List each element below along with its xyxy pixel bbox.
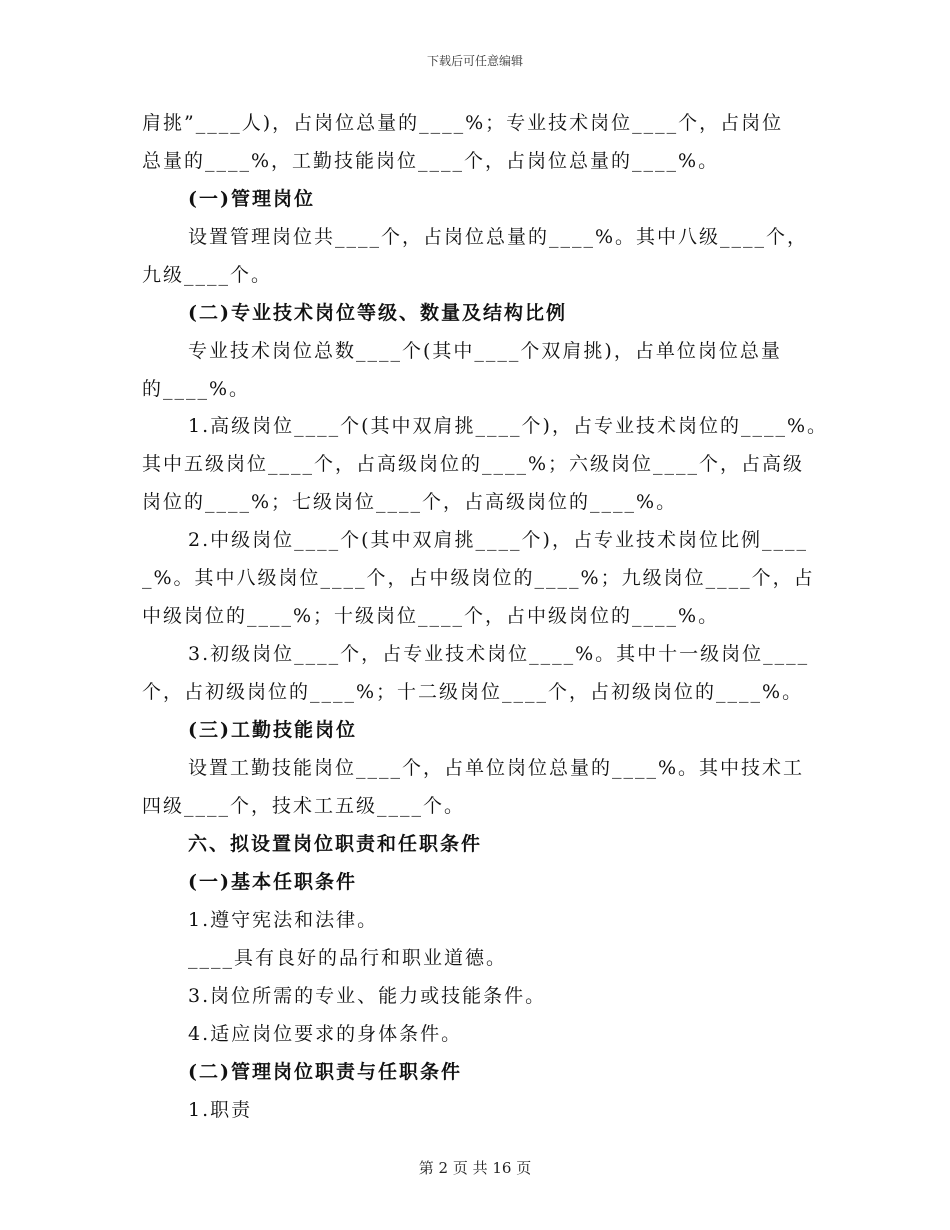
paragraph-line: 设置工勤技能岗位____个，占单位岗位总量的____%。其中技术工 [188,757,805,779]
paragraph-line: 个，占初级岗位的____%；十二级岗位____个，占初级岗位的____%。 [142,681,804,703]
paragraph-line: _%。其中八级岗位____个，占中级岗位的____%；九级岗位____个，占 [142,567,815,589]
paragraph-line: 总量的____%，工勤技能岗位____个，占岗位总量的____%。 [142,150,720,172]
page-header: 下载后可任意编辑 [426,54,523,68]
page-footer: 第 2 页 共 16 页 [418,1159,532,1177]
section-heading: (一)管理岗位 [188,188,315,210]
paragraph-line: 1.高级岗位____个(其中双肩挑____个)，占专业技术岗位的____%。 [188,415,829,437]
paragraph-line: 的____%。 [142,378,251,400]
paragraph-line: 九级____个。 [142,264,273,286]
paragraph-line: 设置管理岗位共____个，占岗位总量的____%。其中八级____个， [188,226,809,248]
paragraph-line: 3.初级岗位____个，占专业技术岗位____%。其中十一级岗位____ [188,643,810,665]
paragraph-line: 2.中级岗位____个(其中双肩挑____个)，占专业技术岗位比例____ [188,529,808,551]
paragraph-line: 中级岗位的____%；十级岗位____个，占中级岗位的____%。 [142,605,720,627]
list-item: 1.遵守宪法和法律。 [188,909,379,931]
section-heading: (二)管理岗位职责与任职条件 [188,1061,462,1083]
list-item: 4.适应岗位要求的身体条件。 [188,1023,463,1045]
list-item: 3.岗位所需的专业、能力或技能条件。 [188,985,547,1007]
paragraph-line: 四级____个，技术工五级____个。 [142,795,466,817]
list-item: ____具有良好的品行和职业道德。 [188,947,508,969]
section-heading: (三)工勤技能岗位 [188,719,357,741]
section-heading: 六、拟设置岗位职责和任职条件 [188,833,483,855]
section-heading: (一)基本任职条件 [188,871,357,893]
paragraph-line: 岗位的____%；七级岗位____个，占高级岗位的____%。 [142,491,678,513]
list-item: 1.职责 [188,1099,253,1121]
section-heading: (二)专业技术岗位等级、数量及结构比例 [188,302,567,324]
paragraph-line: 其中五级岗位____个，占高级岗位的____%；六级岗位____个，占高级 [142,453,805,475]
paragraph-line: 肩挑”____人)，占岗位总量的____%；专业技术岗位____个，占岗位 [142,112,784,134]
paragraph-line: 专业技术岗位总数____个(其中____个双肩挑)，占单位岗位总量 [188,340,782,362]
